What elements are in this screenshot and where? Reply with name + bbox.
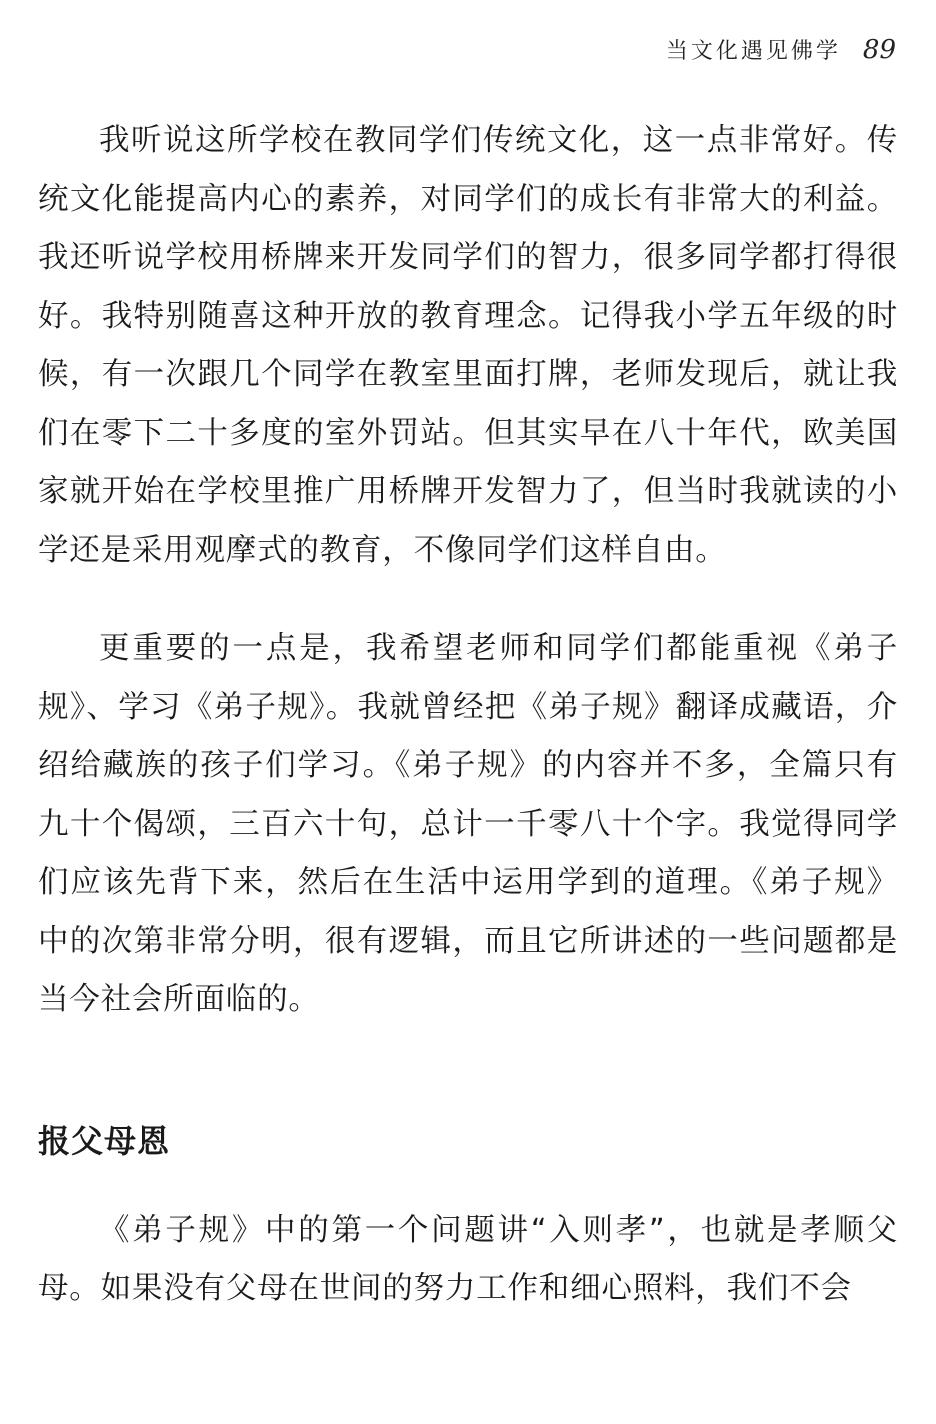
header-title: 当文化遇见佛学 <box>665 39 841 64</box>
running-header <box>666 34 896 65</box>
page-number: 89 <box>862 35 896 65</box>
body-paragraph: 我听说这所学校在教同学们传统文化，这一点非常好。传统文化能提高内心的素养，对同学们的成长有非常大的利益。我还听说学校用桥牌来开发同学们的智力，很多同学都打得很好。我特别随喜这种开放的教育理念。记得我小学五年级的时候，有一次跟几个同学在教室里面打牌，老师发现后，就让我们在零下二十多度的室外罚站。但其实早在八十年代，欧美国家就开始在学校里推广用桥牌开发智力了，但当时我就读的小学还是采用观摩式的教育，不像同学们这样自由。 <box>38 123 898 568</box>
page-body <box>38 112 898 1319</box>
body-paragraph: 更重要的一点是，我希望老师和同学们都能重视《弟子规》、学习《弟子规》。我就曾经把《弟子规》翻译成藏语，介绍给藏族的孩子们学习。《弟子规》的内容并不多，全篇只有九十个偈颂，三百六十句，总计一千零八十个字。我觉得同学们应该先背下来，然后在生活中运用学到的道理。《弟子规》中的次第非常分明，很有逻辑，而且它所讲述的一些问题都是当今社会所面临的。 <box>38 631 898 1017</box>
section-heading: 报父母恩 <box>38 1121 171 1160</box>
section-paragraph: 《弟子规》中的第一个问题讲“入则孝”，也就是孝顺父母。如果没有父母在世间的努力工作和细心照料，我们不会 <box>38 1212 898 1306</box>
